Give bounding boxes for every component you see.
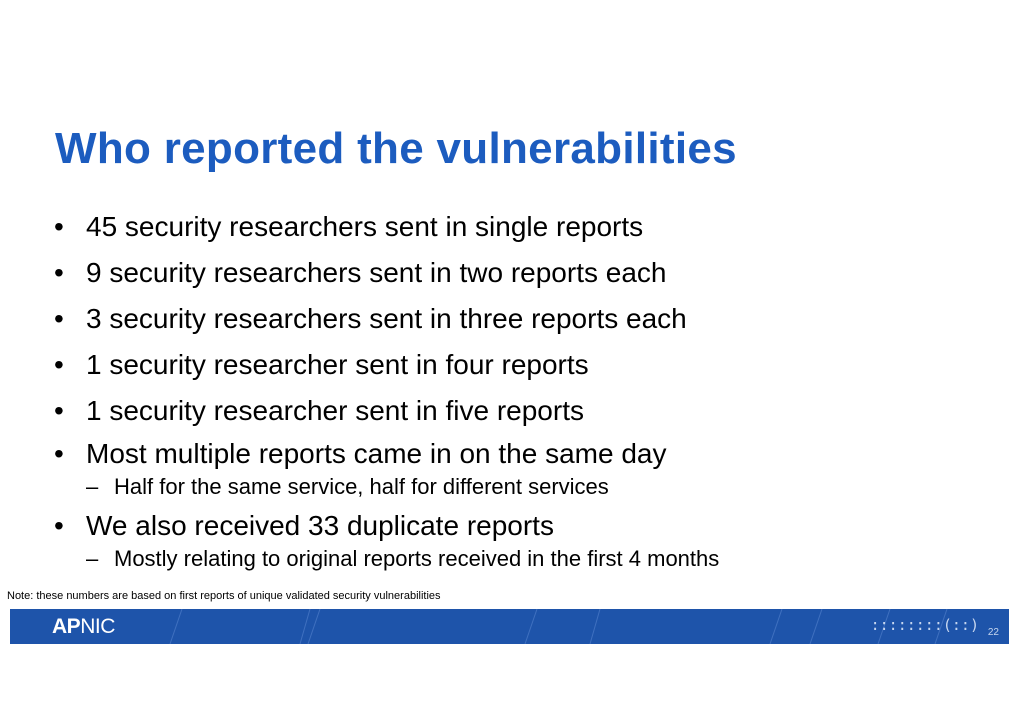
bullet-text: 3 security researchers sent in three reports each [86,303,687,334]
bullet-item [54,250,719,296]
apnic-logo [52,615,115,639]
sub-bullet-dash: – [86,546,99,571]
sub-bullet-dash: – [86,474,99,499]
bullet-dot: • [54,395,64,426]
bullet-dot: • [54,510,64,541]
bullet-dot: • [54,349,64,380]
bullet-item [54,506,719,546]
bullet-text: 45 security researchers sent in single reports [86,211,644,242]
bullet-item [54,342,719,388]
logo-rest: NIC [80,615,115,638]
bullet-dot: • [54,438,64,469]
footer-stripes [10,609,1009,644]
bullet-text: 1 security researcher sent in five reports [86,395,584,426]
footer-bar [10,609,1009,644]
bullet-dot: • [54,211,64,242]
logo-bold: AP [52,615,81,638]
page-number: 22 [987,627,999,638]
bullet-dot: • [54,303,64,334]
bullet-item [54,434,719,474]
bullet-item [54,388,719,434]
bullet-text: Most multiple reports came in on the same day [86,438,667,469]
sub-bullet-text: Half for the same service, half for different services [114,474,609,499]
bullet-text: 1 security researcher sent in four reports [86,349,589,380]
footnote: Note: these numbers are based on first reports of unique validated security vulnerabilities [7,590,441,602]
bullet-item [54,296,719,342]
bullet-text: 9 security researchers sent in two reports each [86,257,667,288]
bullet-list [54,204,719,578]
sub-bullet-item [86,474,719,500]
ipv6-mark: ::::::::(::) [870,616,979,634]
slide-title: Who reported the vulnerabilities [55,124,737,173]
sub-bullet-item [86,546,719,572]
bullet-dot: • [54,257,64,288]
bullet-item [54,204,719,250]
sub-bullet-text: Mostly relating to original reports received in the first 4 months [114,546,720,571]
bullet-text: We also received 33 duplicate reports [86,510,554,541]
